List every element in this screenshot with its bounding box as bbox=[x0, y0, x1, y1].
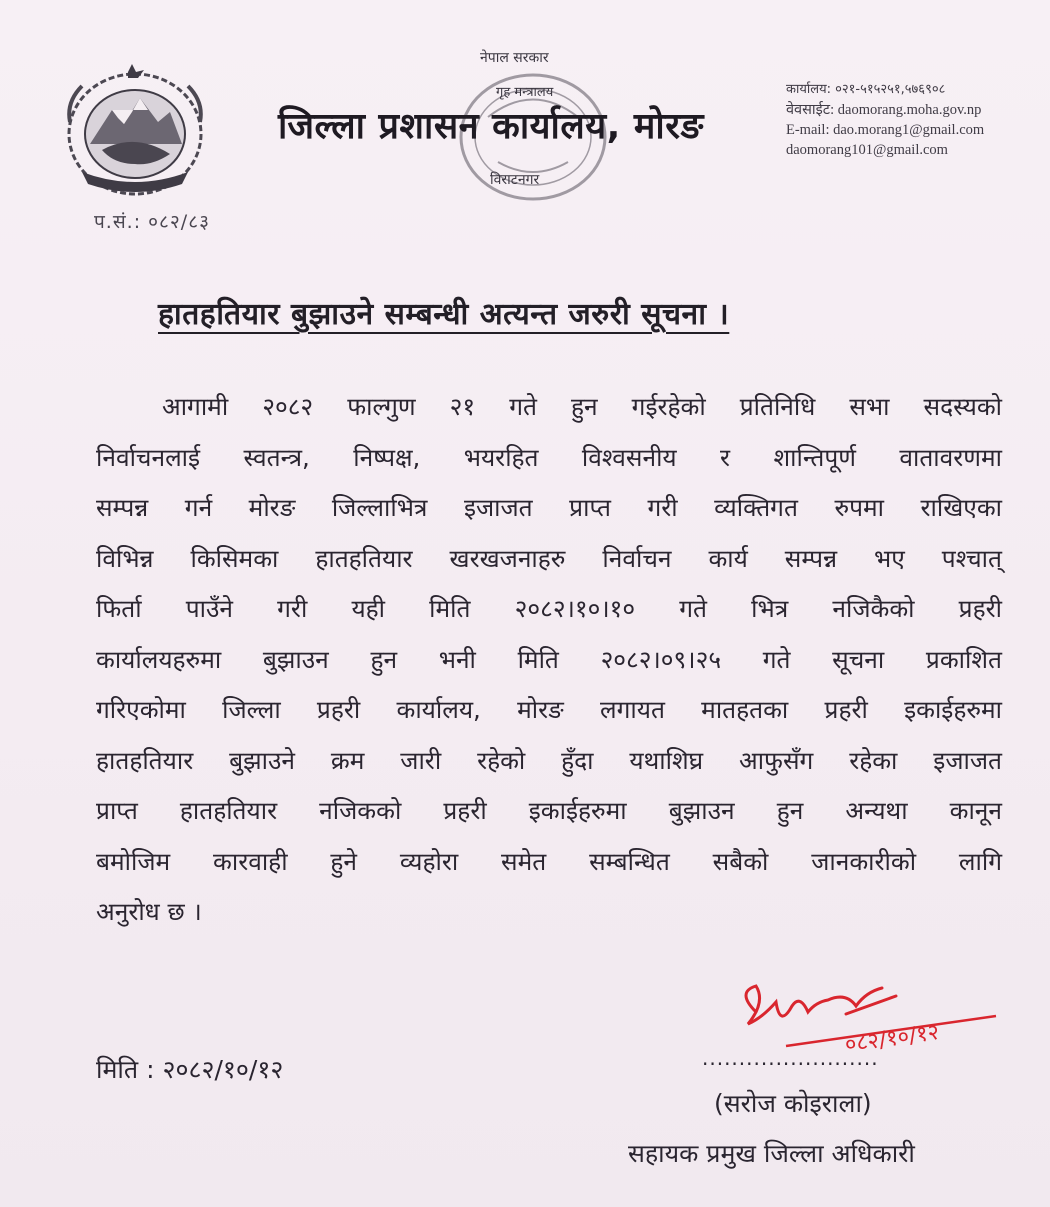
government-label: नेपाल सरकार bbox=[480, 50, 549, 66]
office-website: वेवसाईट: daomorang.moha.gov.np bbox=[786, 102, 982, 118]
body-line: निर्वाचनलाई स्वतन्त्र, निष्पक्ष, भयरहित विश्वसनीय र शान्तिपूर्ण वातावरणमा bbox=[96, 442, 1002, 472]
office-email-2: daomorang101@gmail.com bbox=[786, 142, 948, 158]
reference-number: प.सं.: ०८२/८३ bbox=[94, 211, 210, 233]
body-line: आगामी २०८२ फाल्गुण २१ गते हुन गईरहेको प्रतिनिधि सभा सदस्यको bbox=[162, 392, 1002, 421]
body-line: कार्यालयहरुमा बुझाउन हुन भनी मिति २०८२।०९।२५ गते सूचना प्रकाशित bbox=[96, 644, 1002, 674]
body-line: विभिन्न किसिमका हातहतियार खरखजनाहरु निर्वाचन कार्य सम्पन्न भए पश्चात् bbox=[96, 543, 1002, 573]
body-line: सम्पन्न गर्न मोरङ जिल्लाभित्र इजाजत प्राप्त गरी व्यक्तिगत रुपमा राखिएका bbox=[96, 493, 1002, 522]
office-phone: कार्यालय: ०२१-५१५२५१,५७६९०८ bbox=[786, 82, 946, 97]
body-line: अनुरोध छ । bbox=[96, 897, 202, 926]
body-line: प्राप्त हातहतियार नजिकको प्रहरी इकाईहरुमा बुझाउन हुन अन्यथा कानून bbox=[96, 796, 1002, 825]
body-line: गरिएकोमा जिल्ला प्रहरी कार्यालय, मोरङ लगायत मातहतका प्रहरी इकाईहरुमा bbox=[96, 695, 1002, 724]
notice-date: मिति : २०८२/१०/१२ bbox=[96, 1055, 284, 1084]
body-line: हातहतियार बुझाउने क्रम जारी रहेको हुँदा यथाशिघ्र आफुसँग रहेका इजाजत bbox=[96, 745, 1002, 775]
notice-body bbox=[96, 382, 1002, 938]
nepal-emblem-icon bbox=[62, 62, 208, 202]
signatory-name: (सरोज कोइराला) bbox=[714, 1089, 872, 1118]
contact-block bbox=[786, 80, 984, 160]
body-line: फिर्ता पाउँने गरी यही मिति २०८२।१०।१० गते भित्र नजिकैको प्रहरी bbox=[96, 594, 1002, 623]
signatory-designation: सहायक प्रमुख जिल्ला अधिकारी bbox=[628, 1139, 915, 1168]
body-line: बमोजिम कारवाही हुने व्यहोरा समेत सम्बन्धित सबैको जानकारीको लागि bbox=[96, 846, 1002, 876]
signature-date: ०८२/१०/१२ bbox=[843, 1019, 941, 1058]
signature-line: ........................ bbox=[702, 1046, 879, 1070]
ministry-label: गृह मन्त्रालय bbox=[496, 85, 554, 100]
notice-subject: हातहतियार बुझाउने सम्बन्धी अत्यन्त जरुरी सूचना । bbox=[158, 297, 730, 332]
office-title: जिल्ला प्रशासन कार्यालय, मोरङ bbox=[278, 106, 704, 147]
office-location: विराटनगर bbox=[490, 172, 540, 188]
office-email-1: E-mail: dao.morang1@gmail.com bbox=[786, 122, 985, 138]
